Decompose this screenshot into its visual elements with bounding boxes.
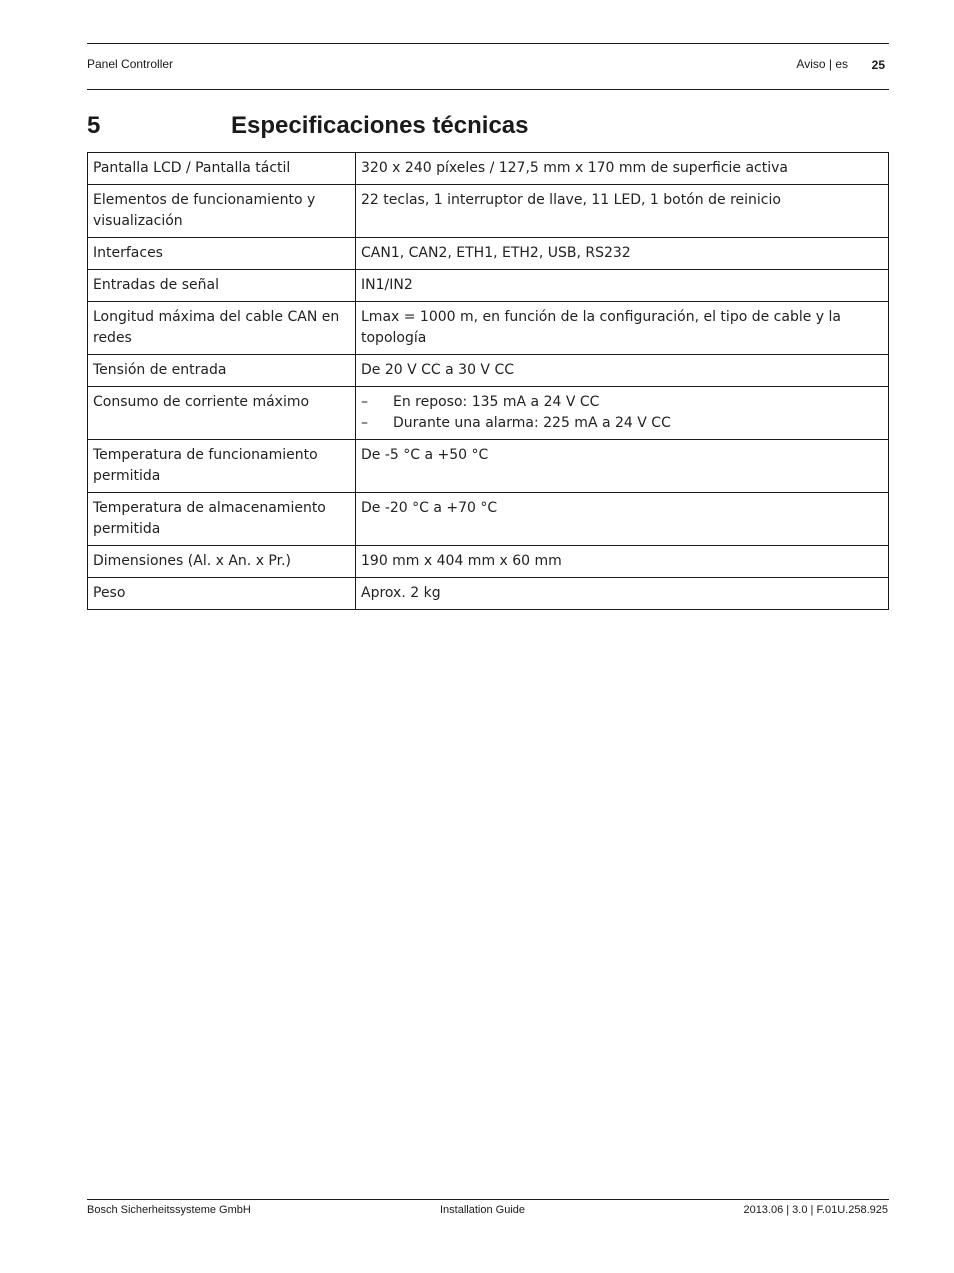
spec-value: 190 mm x 404 mm x 60 mm [356, 546, 889, 578]
spec-label: Tensión de entrada [88, 355, 356, 387]
spec-label: Interfaces [88, 238, 356, 270]
table-row [88, 387, 889, 440]
dash-bullet: – [361, 394, 368, 410]
header-bottom-rule [87, 89, 889, 90]
spec-value: De 20 V CC a 30 V CC [356, 355, 889, 387]
spec-label: Consumo de corriente máximo [88, 387, 356, 440]
table-row [88, 578, 889, 610]
spec-value: 320 x 240 píxeles / 127,5 mm x 170 mm de superficie activa [356, 153, 889, 185]
footer-document-type: Installation Guide [440, 1204, 525, 1216]
list-item [361, 413, 883, 434]
table-row [88, 238, 889, 270]
spec-table [87, 152, 889, 610]
table-row [88, 546, 889, 578]
table-row [88, 355, 889, 387]
table-row [88, 493, 889, 546]
spec-value: De -20 °C a +70 °C [356, 493, 889, 546]
spec-label: Entradas de señal [88, 270, 356, 302]
header-section-language: Aviso | es [796, 57, 848, 71]
spec-label: Temperatura de funcionamiento permitida [88, 440, 356, 493]
footer-company: Bosch Sicherheitssysteme GmbH [87, 1204, 251, 1216]
list-item [361, 392, 883, 413]
footer-rule [87, 1199, 889, 1200]
spec-value: CAN1, CAN2, ETH1, ETH2, USB, RS232 [356, 238, 889, 270]
spec-value: 22 teclas, 1 interruptor de llave, 11 LED, 1 botón de reinicio [356, 185, 889, 238]
header-page-number: 25 [871, 58, 885, 72]
spec-label: Longitud máxima del cable CAN en redes [88, 302, 356, 355]
spec-value-list [356, 387, 889, 440]
dash-bullet: – [361, 415, 368, 431]
table-row [88, 302, 889, 355]
spec-label: Elementos de funcionamiento y visualización [88, 185, 356, 238]
spec-label: Peso [88, 578, 356, 610]
header-document-title: Panel Controller [87, 57, 174, 71]
spec-value: Aprox. 2 kg [356, 578, 889, 610]
spec-value: Lmax = 1000 m, en función de la configuración, el tipo de cable y la topología [356, 302, 889, 355]
spec-value: De -5 °C a +50 °C [356, 440, 889, 493]
chapter-title: Especificaciones técnicas [231, 112, 529, 139]
list-item-text: En reposo: 135 mA a 24 V CC [393, 394, 600, 410]
table-row [88, 185, 889, 238]
list-item-text: Durante una alarma: 225 mA a 24 V CC [393, 415, 671, 431]
spec-label: Temperatura de almacenamiento permitida [88, 493, 356, 546]
chapter-number: 5 [87, 112, 101, 139]
table-row [88, 440, 889, 493]
table-row [88, 270, 889, 302]
footer-version-info: 2013.06 | 3.0 | F.01U.258.925 [743, 1204, 888, 1216]
header-top-rule [87, 43, 889, 44]
spec-label: Pantalla LCD / Pantalla táctil [88, 153, 356, 185]
spec-label: Dimensiones (Al. x An. x Pr.) [88, 546, 356, 578]
spec-value: IN1/IN2 [356, 270, 889, 302]
table-row [88, 153, 889, 185]
